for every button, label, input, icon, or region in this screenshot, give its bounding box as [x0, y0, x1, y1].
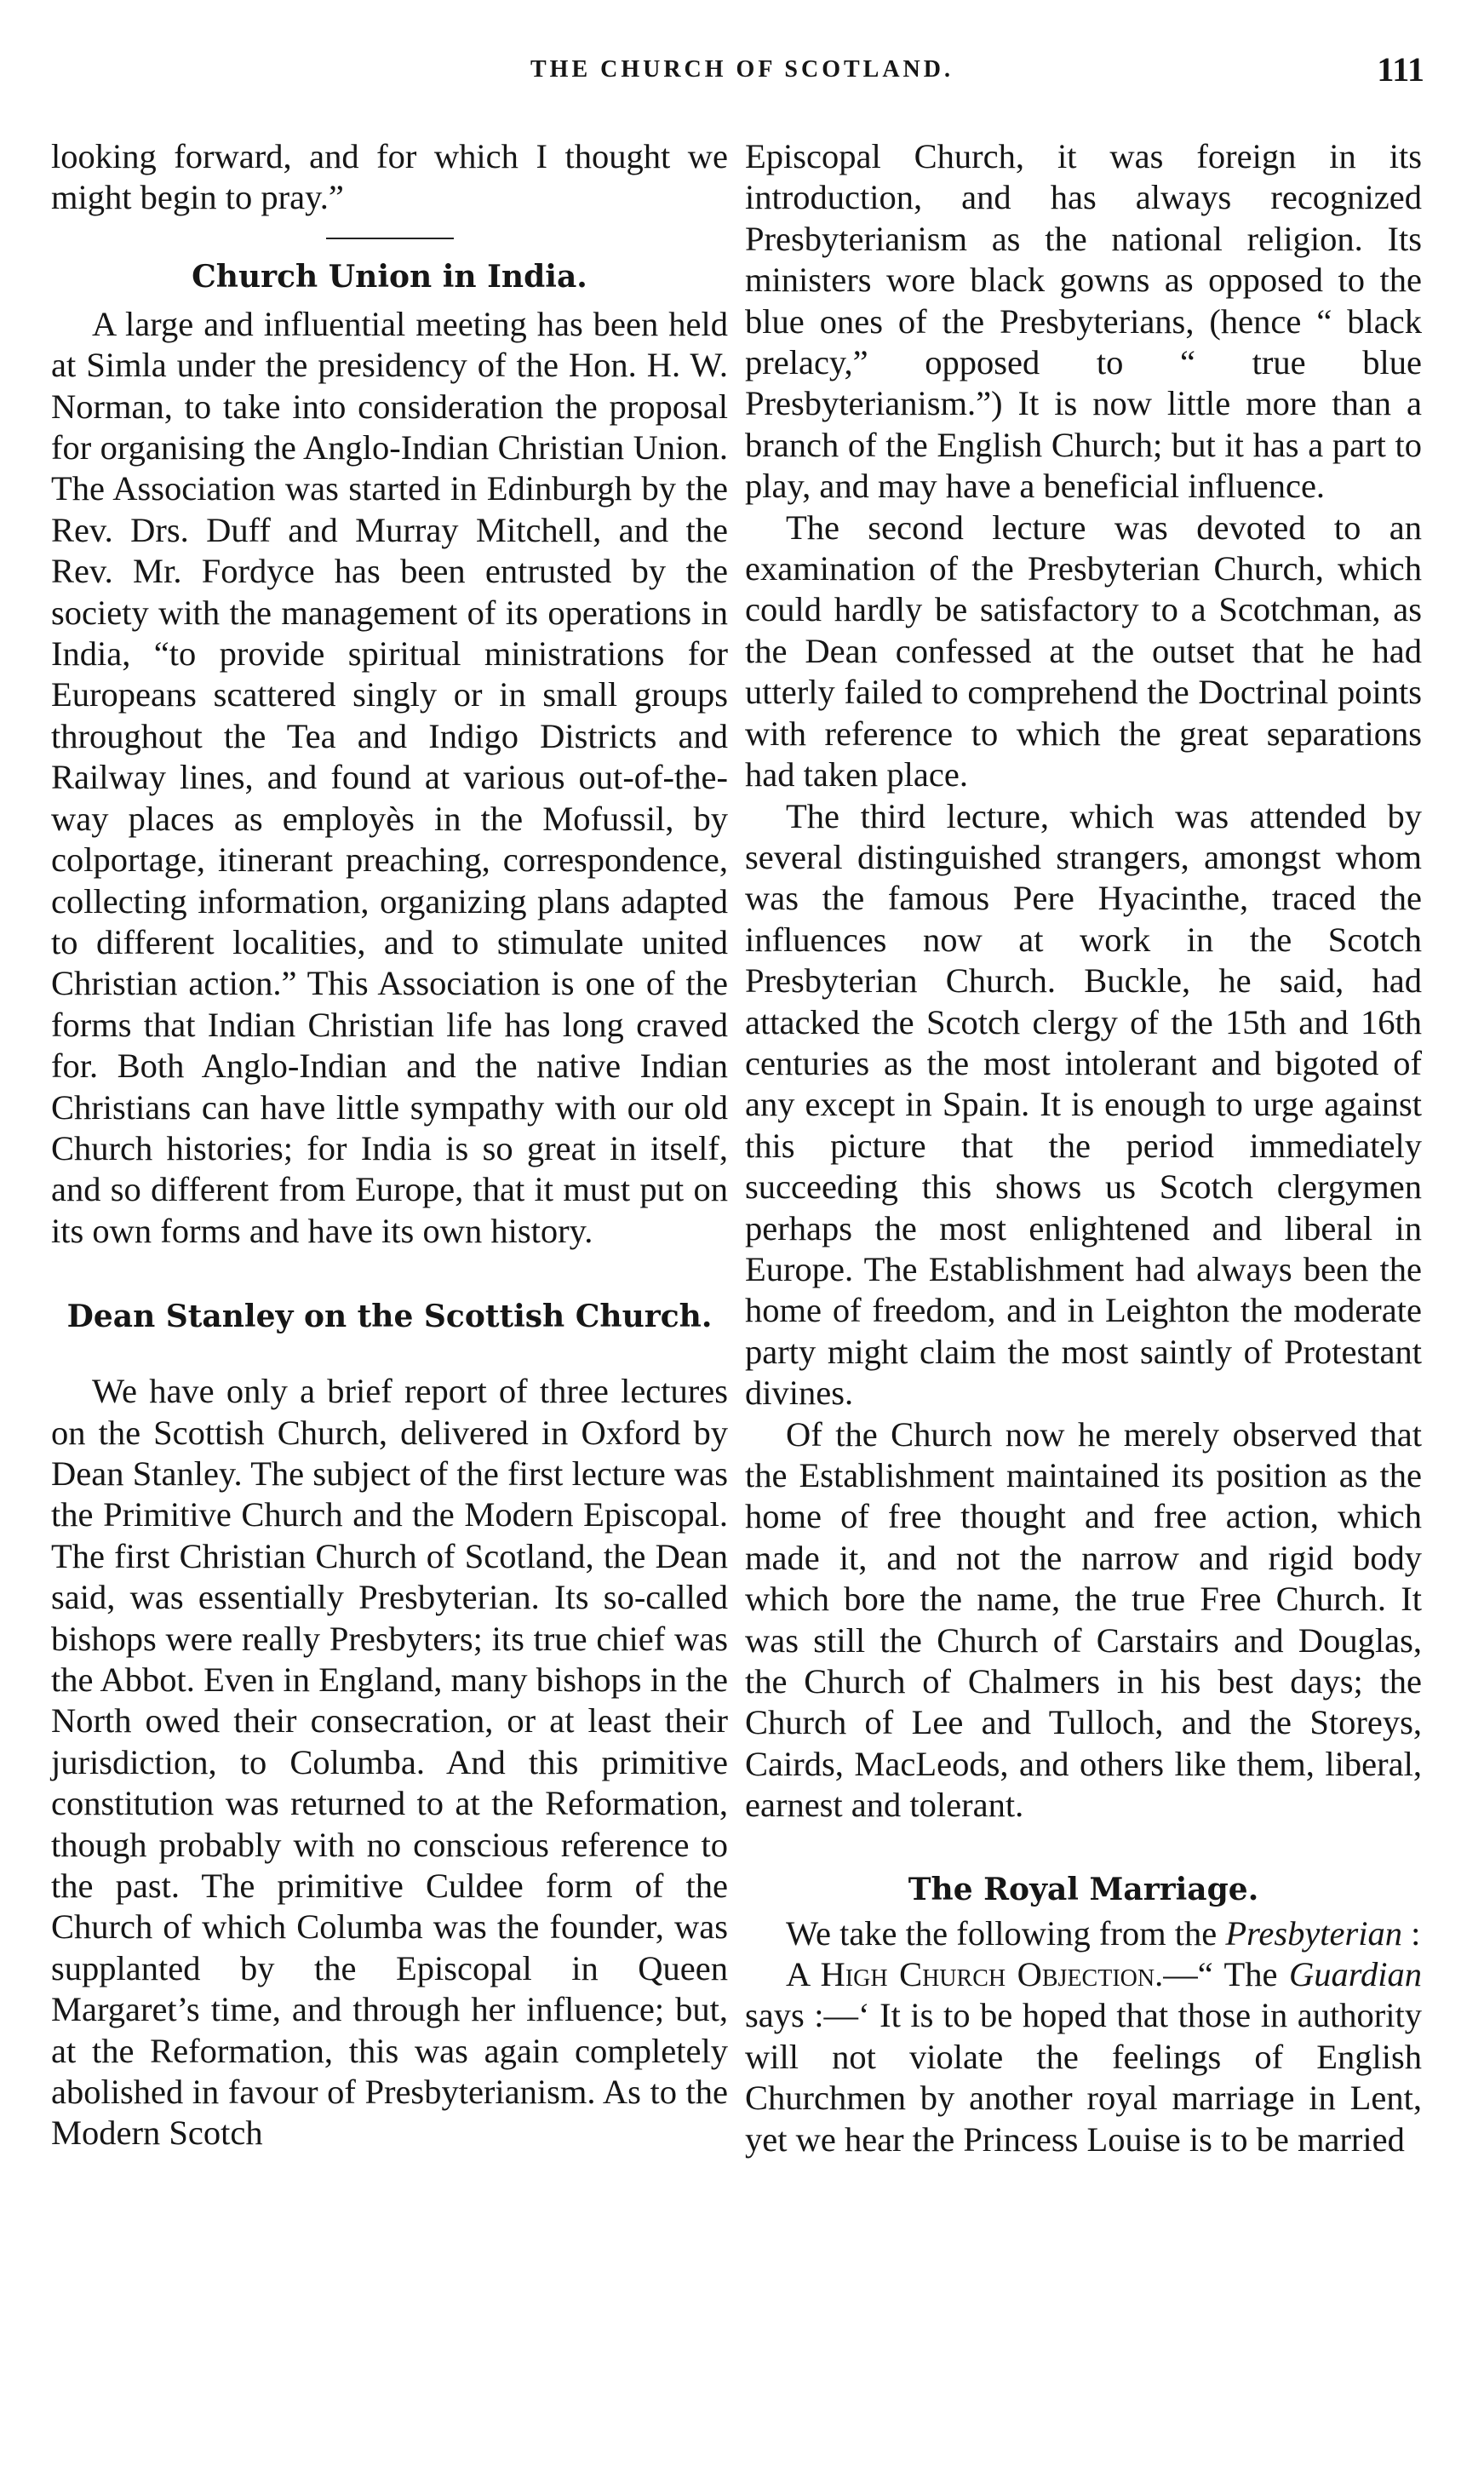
- paragraph-third-lecture: The third lecture, which was attended by several distinguished strangers, amongst whom was the famous Pere Hyacinthe, traced the influences now at work in the Scotch Presbyterian Church. Buckle, he said, had attacked the Scotch clergy of the 15th and 16th centuries as the most intolerant and bigoted of any except in Spain. It is enough to urge against this picture that the period immediately succeeding this shows us Scotch clergymen perhaps the most enlightened and liberal in Europe. The Establishment had always been the home of freedom, and in Leighton the moderate party might claim the most saintly of Protestant divines.: [745, 796, 1422, 1413]
- left-column: [51, 136, 728, 2154]
- paragraph-royal-intro: [745, 1913, 1422, 1954]
- objection-body: says :—‘ It is to be hoped that those in authority will not violate the feelings of English Churchmen by another royal marriage in Lent, yet we hear the Princess Louise is to be married: [745, 1996, 1422, 2159]
- running-head: [0, 49, 1484, 100]
- paragraph-high-church-objection: [745, 1954, 1422, 2160]
- heading-royal-marriage: The Royal Marriage.: [908, 1871, 1259, 1907]
- intro-colon: :: [1411, 1913, 1421, 1953]
- source-guardian: Guardian: [1288, 1955, 1422, 1994]
- paragraph-dean-stanley: We have only a brief report of three lectures on the Scottish Church, delivered in Oxford by Dean Stanley. The subject of the first lecture was the Primitive Church and the Modern Episcopal. The first Christian Church of Scotland, the Dean said, was essentially Presbyterian. Its so-called bishops were really Presbyters; its true chief was the Abbot. Even in England, many bishops in the North owed their consecration, or at least their jurisdiction, to Columba. And this primitive constitution was returned to at the Reformation, though probably with no conscious reference to the past. The primitive Culdee form of the Church of which Columba was the founder, was supplanted by the Episcopal in Queen Margaret’s time, and through her influence; but, at the Reformation, this was again completely abolished in favour of Presbyterianism. As to the Modern Scotch: [51, 1372, 728, 2153]
- right-column: [745, 136, 1422, 2160]
- heading-church-union: Church Union in India.: [192, 258, 587, 295]
- section-divider: [326, 238, 454, 239]
- paragraph-church-now: Of the Church now he merely observed that the Establishment maintained its position as the home of free thought and free action, which made it, and not the narrow and rigid body which bore the name, the true Free Church. It was still the Church of Carstairs and Douglas, the Church of Chalmers in his best days; the Church of Lee and Tulloch, and the Storeys, Cairds, MacLeods, and others like them, liberal, earnest and tolerant.: [745, 1414, 1422, 1825]
- paragraph-church-union: A large and influential meeting has been held at Simla under the presidency of the Hon. H. W. Norman, to take into consideration the proposal for organising the Anglo-Indian Christian Union. The Association was started in Edinburgh by the Rev. Drs. Duff and Murray Mitchell, and the Rev. Mr. Fordyce has been entrusted by the society with the management of its operations in India, “to provide spiritual ministrations for Europeans scattered singly or in small groups throughout the Tea and Indigo Districts and Railway lines, and found at various out-of-the-way places as employès in the Mofussil, by colportage, itinerant preaching, correspondence, collecting information, organizing plans adapted to different localities, and to stimulate united Christian action.” This Association is one of the forms that Indian Christian life has long craved for. Both Anglo-Indian and the native Indian Christians can have little sympathy with our old Church histories; for India is so great in itself, and so different from Europe, that it must put on its own forms and have its own history.: [51, 304, 728, 1250]
- page-number: 111: [1377, 50, 1424, 89]
- source-presbyterian: Presbyterian: [1225, 1913, 1403, 1953]
- continuation-text: looking forward, and for which I thought we might begin to pray.”: [51, 137, 728, 217]
- objection-label: A High Church Objection.: [786, 1955, 1164, 1994]
- paragraph-second-lecture: The second lecture was devoted to an examination of the Presbyterian Church, which could hardly be satisfactory to a Scotchman, as the Dean confessed at the outset that he had utterly failed to comprehend the Doctrinal points with reference to which the great separations had taken place.: [745, 508, 1422, 794]
- intro-text: We take the following from the: [786, 1913, 1218, 1953]
- heading-dean-stanley: Dean Stanley on the Scottish Church.: [66, 1299, 713, 1335]
- running-title: THE CHURCH OF SCOTLAND.: [530, 56, 954, 83]
- continuation-text: Episcopal Church, it was foreign in its introduction, and has always recognized Presbyterianism as the national religion. Its ministers wore black gowns as opposed to the blue ones of the Presbyterians, (hence “ black prelacy,” opposed to “ true blue Presbyterianism.”) It is now little more than a branch of the English Church; but it has a part to play, and may have a beneficial influence.: [745, 137, 1422, 506]
- objection-lead: —“ The: [1163, 1955, 1278, 1994]
